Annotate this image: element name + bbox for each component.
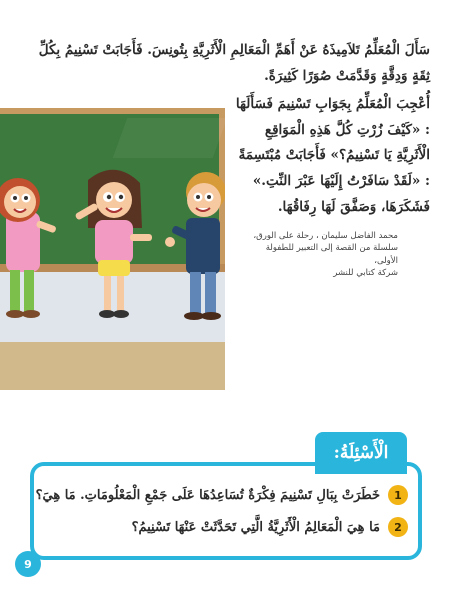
citation-line-2: سلسلة من القصة إلى التعبير للطفولة الأولى،	[265, 243, 398, 266]
boy-right-figure	[165, 172, 225, 320]
story-paragraph-2: أُعْجِبَ الْمُعَلِّمُ بِجَوَابِ تَسْنِيمَ فَسَأَلَهَا : «كَيْفَ زُرْتِ كُلَّ هَذِهِ الْمَوَاقِعِ الْأَثَرِيَّةِ يَا تَسْنِيمُ؟» فَأَجَابَتْ مُبْتَسِمَةً : «لَقَدْ سَافَرْتُ إِلَيْهَا عَبْرَ النِّتِ.» فَشَكَرَهَا، وَصَفَّقَ لَهَا رِفَاقُهَا.	[235, 96, 430, 215]
citation-line-1: محمد الفاضل سليمان ، رحلة على الورق،	[253, 231, 398, 241]
question-item-1	[36, 485, 408, 505]
page-number-badge: 9	[15, 551, 41, 577]
story-paragraph-1: سَأَلَ الْمُعَلِّمُ تَلاَمِيذَهُ عَنْ أَهَمِّ الْمَعَالِمِ الْأَثَرِيَّةِ بِتُونِسَ. فَأَجَابَتْ تَسْنِيمُ بِكُلِّ ثِقَةٍ وَدِقَّةٍ وَقَدَّمَتْ صُوَرًا كَثِيرَةً.	[38, 42, 430, 84]
classroom-illustration	[0, 108, 225, 390]
question-number-badge: 2	[388, 517, 408, 537]
question-text: خَطَرَتْ بِبَالِ تَسْنِيمَ فِكْرَةٌ تُسَاعِدُهَا عَلَى جَمْعِ الْمَعْلُومَاتِ. مَا هِيَ؟	[35, 487, 380, 503]
children-drawing	[0, 108, 225, 390]
question-text: مَا هِيَ الْمَعَالِمُ الْأَثَرِيَّةُ الَّتِي تَحَدَّثَتْ عَنْهَا تَسْنِيمُ؟	[131, 519, 380, 535]
questions-box	[30, 462, 422, 560]
questions-heading: الْأَسْئِلَةُ:	[333, 443, 389, 463]
question-number-badge: 1	[388, 485, 408, 505]
question-item-2	[132, 517, 408, 537]
citation-line-3: شركة كتابي للنشر	[333, 267, 398, 278]
source-citation	[243, 230, 398, 279]
questions-heading-tab	[315, 432, 407, 474]
girl-middle-figure	[75, 170, 152, 318]
girl-left-figure	[0, 178, 57, 318]
